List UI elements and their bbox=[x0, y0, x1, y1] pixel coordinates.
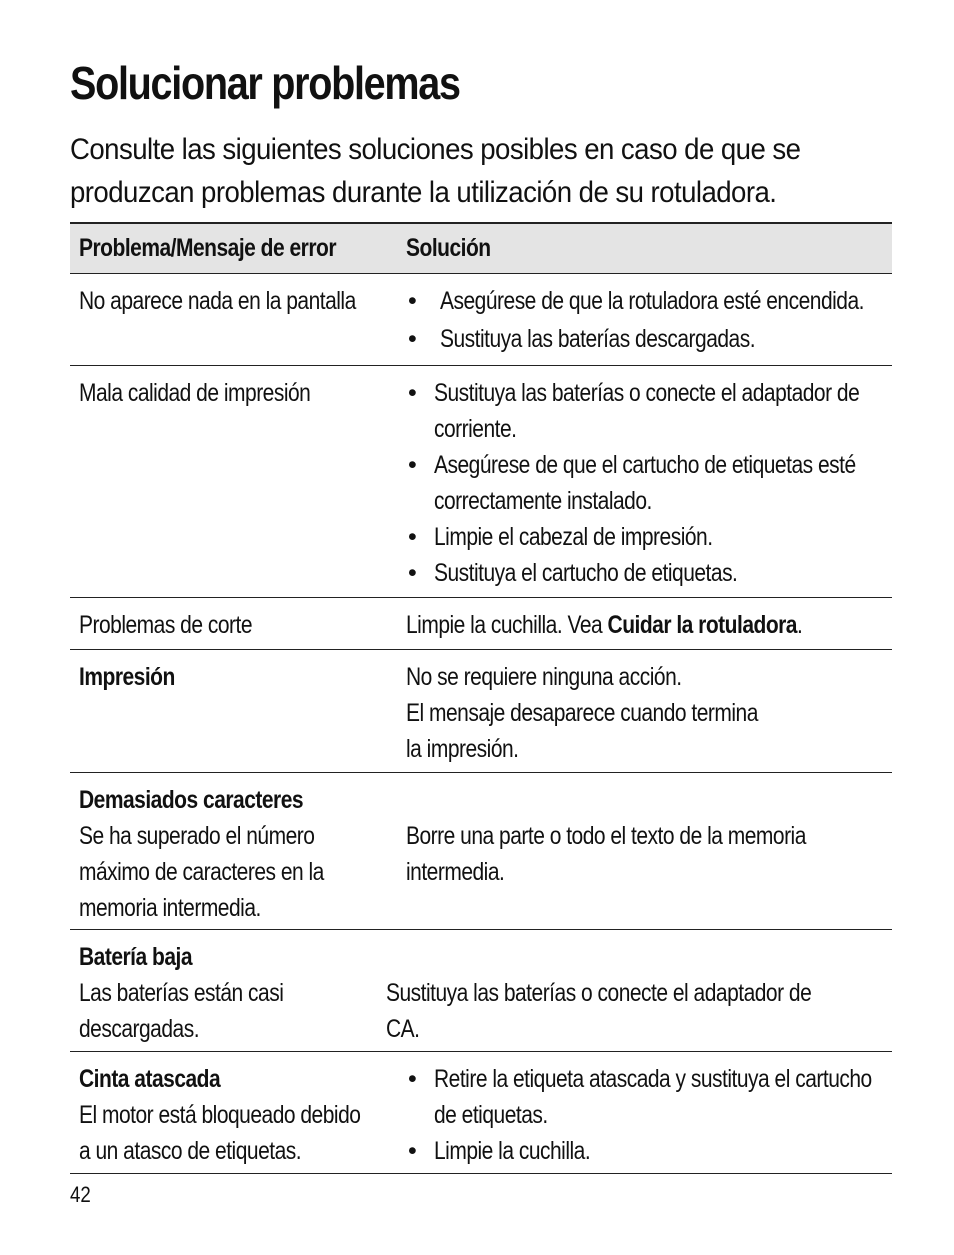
solution-cell bbox=[397, 1052, 892, 1173]
header-solution: Solución bbox=[406, 234, 491, 262]
list-item: • Asegúrese de que el cartucho de etiquetas esté correctamente instalado. bbox=[406, 447, 892, 519]
list-item: • Limpie el cabezal de impresión. bbox=[406, 519, 892, 555]
solution-cell bbox=[397, 366, 892, 597]
solution-list bbox=[406, 1061, 892, 1169]
page-number: 42 bbox=[70, 1182, 91, 1207]
problem-cell: Mala calidad de impresión bbox=[79, 379, 311, 407]
page-title: Solucionar problemas bbox=[70, 57, 460, 109]
intro-text bbox=[70, 128, 826, 214]
problem-cell: Impresión bbox=[79, 663, 175, 691]
solution-list bbox=[406, 375, 892, 591]
solution-cell: Borre una parte o todo el texto de la memoria intermedia. bbox=[406, 822, 806, 886]
solution-list bbox=[406, 283, 945, 357]
list-item: • Sustituya las baterías o conecte el adaptador de corriente. bbox=[406, 375, 892, 447]
cross-reference: Cuidar la rotuladora bbox=[607, 611, 797, 639]
list-item: • Sustituya el cartucho de etiquetas. bbox=[406, 555, 892, 591]
troubleshooting-table bbox=[70, 222, 892, 1174]
solution-cell: No se requiere ninguna acción. El mensaje desaparece cuando termina la impresión. bbox=[406, 663, 758, 763]
intro-line-1: Consulte las siguientes soluciones posibles en caso de que se bbox=[70, 133, 801, 166]
problem-cell: Problemas de corte bbox=[79, 611, 253, 639]
problem-cell: Demasiados caracteres Se ha superado el número máximo de caracteres en la memoria intermedia. bbox=[79, 786, 324, 922]
solution-cell bbox=[397, 274, 945, 365]
list-item: • Asegúrese de que la rotuladora esté encendida. bbox=[406, 283, 945, 319]
problem-cell: Cinta atascada El motor está bloqueado debido a un atasco de etiquetas. bbox=[79, 1065, 361, 1165]
table-header bbox=[70, 224, 892, 274]
list-item: • Sustituya las baterías descargadas. bbox=[406, 321, 945, 357]
table-row bbox=[70, 930, 892, 1052]
solution-cell: Sustituya las baterías o conecte el adaptador de CA. bbox=[385, 979, 811, 1043]
table-row bbox=[70, 650, 892, 773]
problem-cell: No aparece nada en la pantalla bbox=[79, 287, 356, 315]
table-row bbox=[70, 366, 892, 598]
table-row bbox=[70, 773, 892, 930]
intro-line-2: produzcan problemas durante la utilización de su rotuladora. bbox=[70, 176, 777, 209]
solution-cell: Limpie la cuchilla. Vea Cuidar la rotuladora. bbox=[406, 611, 803, 639]
list-item: • Limpie la cuchilla. bbox=[406, 1133, 892, 1169]
table-row bbox=[70, 274, 892, 366]
header-problem: Problema/Mensaje de error bbox=[79, 234, 337, 262]
table-row bbox=[70, 598, 892, 650]
table-row bbox=[70, 1052, 892, 1174]
problem-cell: Batería baja Las baterías están casi descargadas. bbox=[79, 943, 284, 1043]
solution-text: Limpie la cuchilla. Vea bbox=[406, 611, 608, 639]
list-item: • Retire la etiqueta atascada y sustituya el cartucho de etiquetas. bbox=[406, 1061, 892, 1133]
